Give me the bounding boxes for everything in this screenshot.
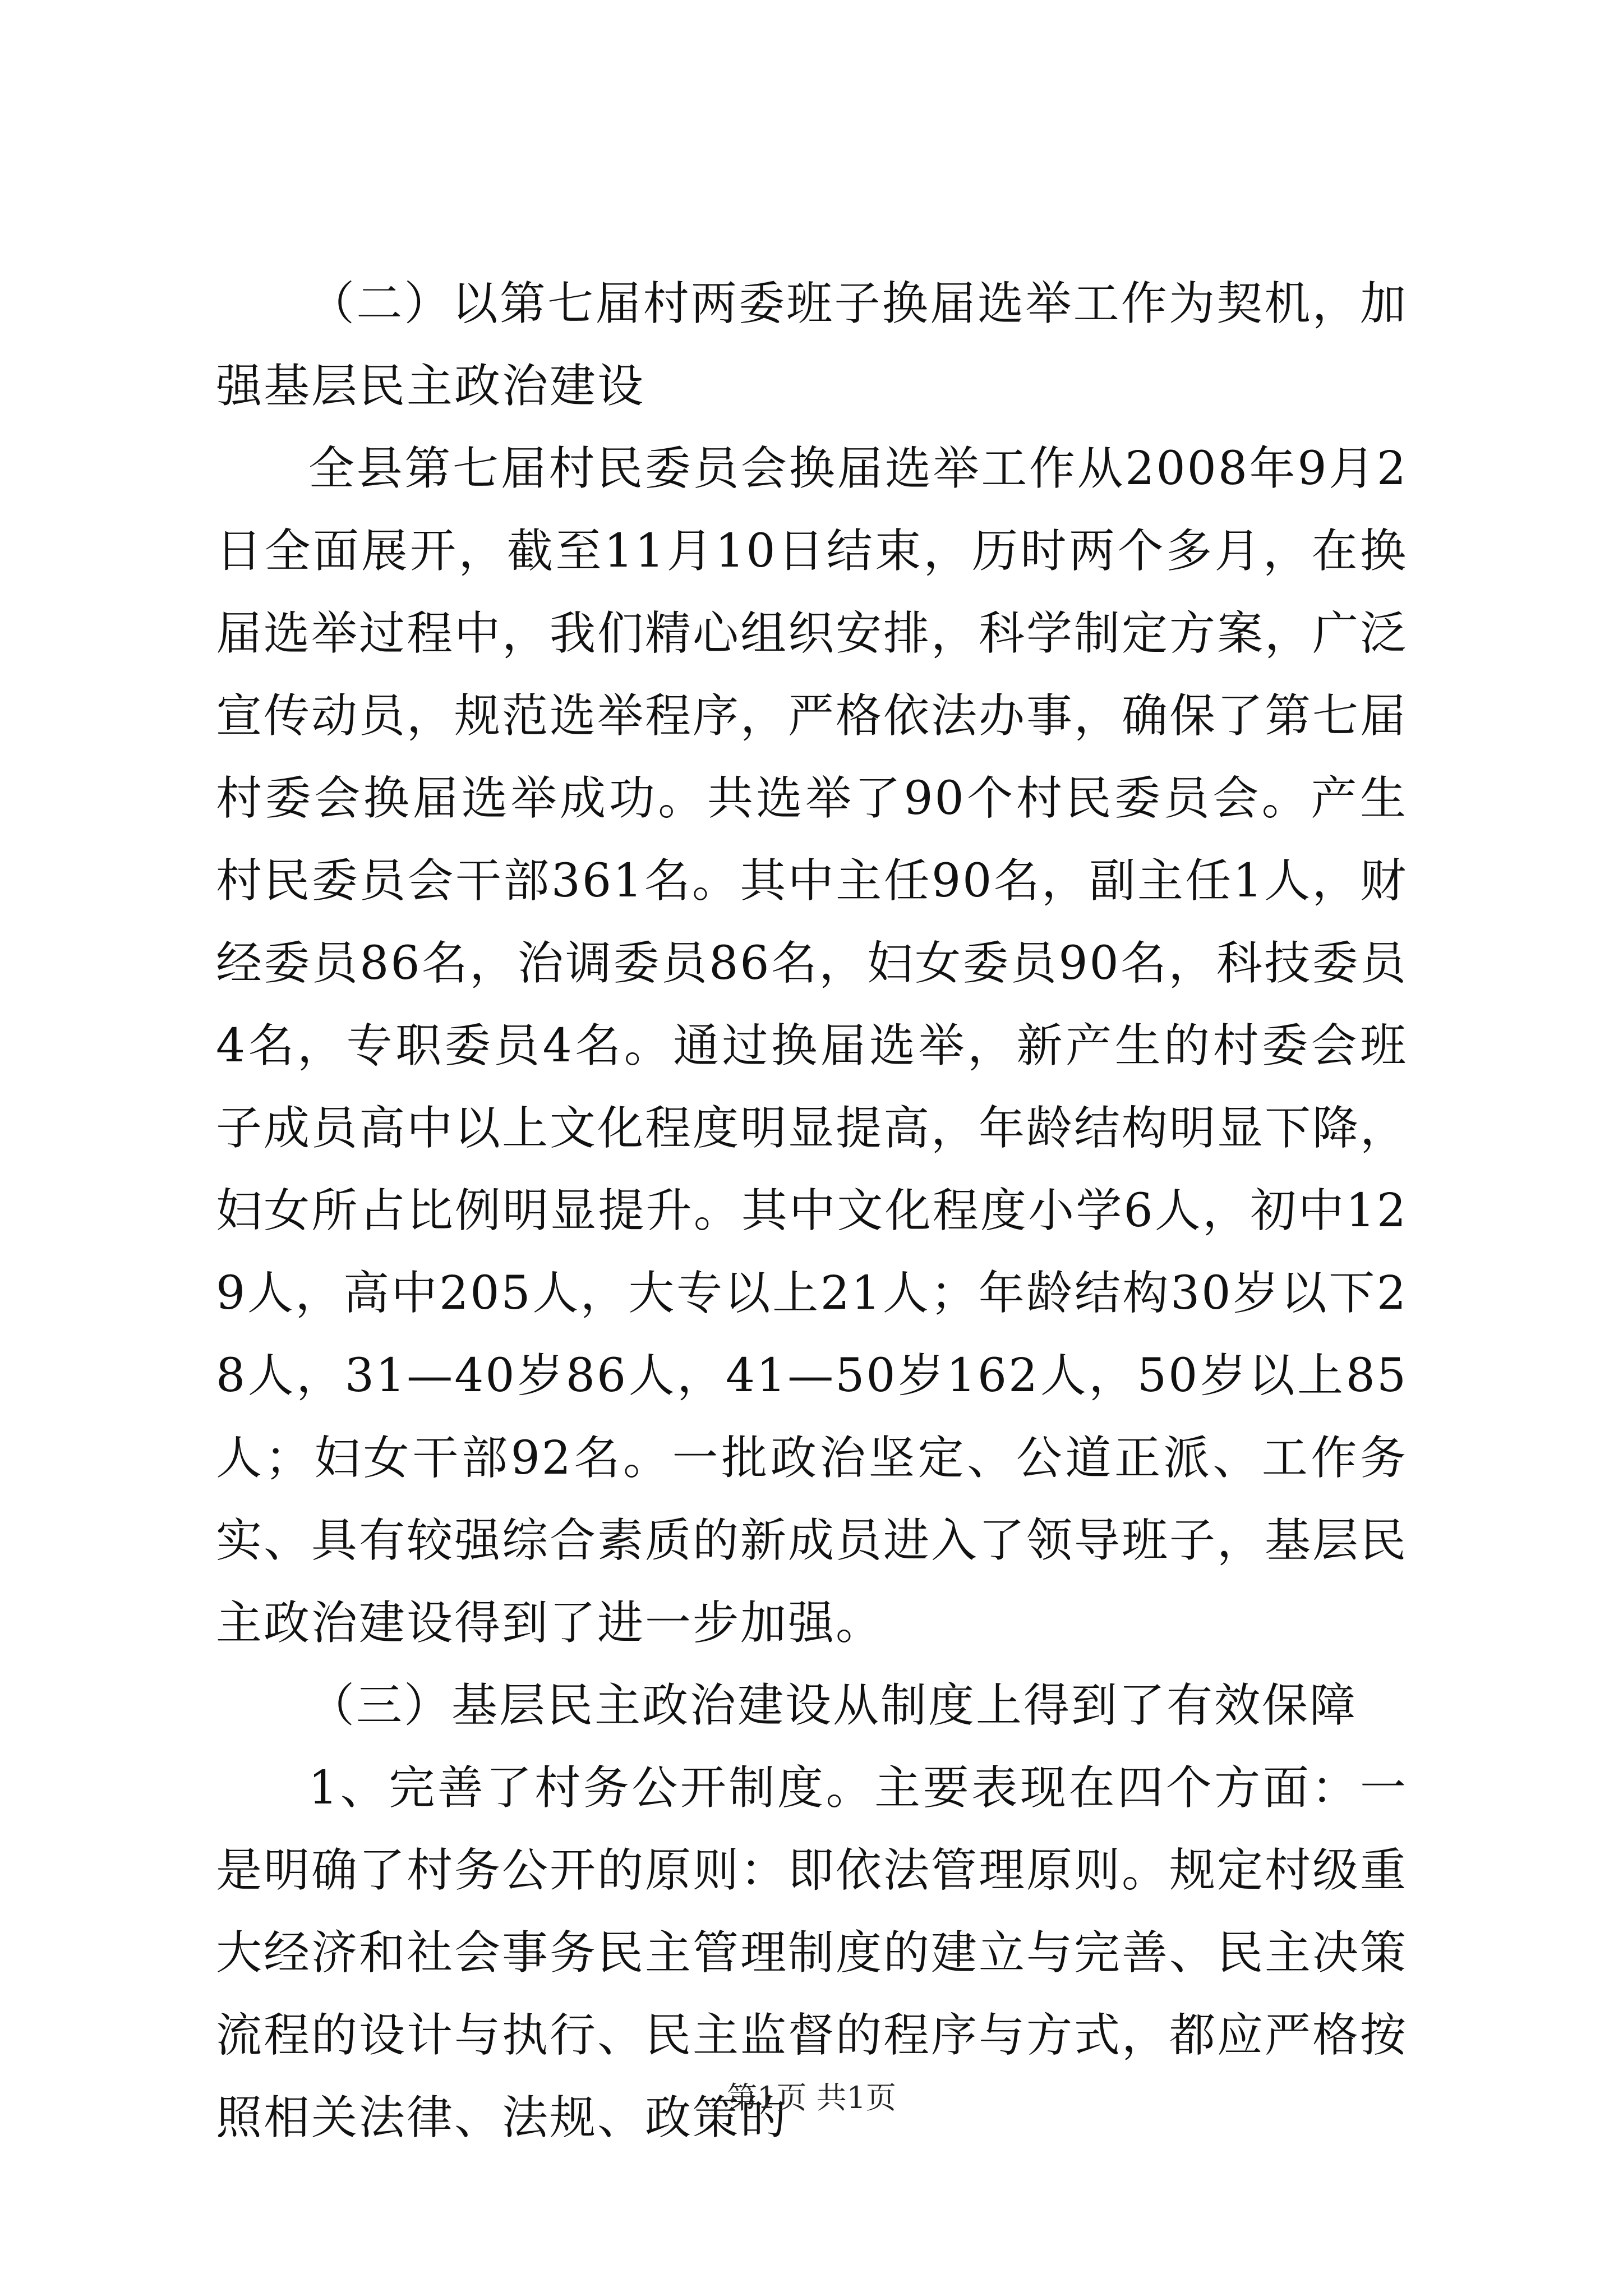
section-heading-2: （二）以第七届村两委班子换届选举工作为契机，加强基层民主政治建设	[216, 277, 1408, 413]
body-paragraph-election: 全县第七届村民委员会换届选举工作从2008年9月2日全面展开，截至11月10日结束，历时两个多月，在换届选举过程中，我们精心组织安排，科学制定方案，广泛宣传动员，规范选举程序，严格依法办事，确保了第七届村委会换届选举成功。共选举了90个村民委员会。产生村民委员会干部361名。其中主任90名，副主任1人，财经委员86名，治调委员86名，妇女委员90名，科技委员4名，专职委员4名。通过换届选举，新产生的村委会班子成员高中以上文化程度明显提高，年龄结构明显下降，妇女所占比例明显提升。其中文化程度小学6人，初中129人，高中205人，大专以上21人；年龄结构30岁以下28人，31—40岁86人，41—50岁162人，50岁以上85人；妇女干部92名。一批政治坚定、公道正派、工作务实、具有较强综合素质的新成员进入了领导班子，基层民主政治建设得到了进一步加强。	[216, 442, 1408, 1650]
section-heading-3: （三）基层民主政治建设从制度上得到了有效保障	[308, 1679, 1358, 1732]
document-body	[216, 263, 1408, 2159]
body-paragraph-village-affairs: 1、完善了村务公开制度。主要表现在四个方面：一是明确了村务公开的原则：即依法管理原则。规定村级重大经济和社会事务民主管理制度的建立与完善、民主决策流程的设计与执行、民主监督的程序与方式，都应严格按照相关法律、法规、政策的	[216, 1761, 1408, 2145]
page-footer: 第1页 共1页	[727, 2080, 896, 2115]
